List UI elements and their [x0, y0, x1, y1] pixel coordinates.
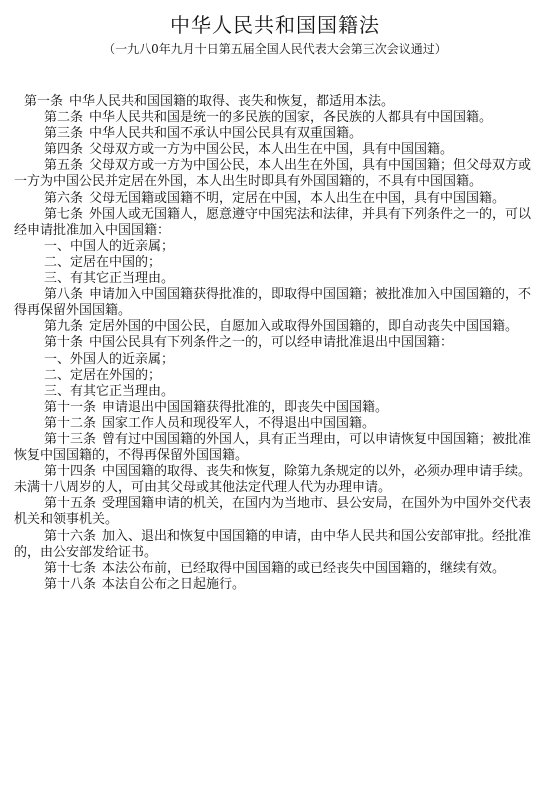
article-text: 父母双方或一方为中国公民，本人出生在中国，具有中国国籍。 — [89, 142, 454, 158]
article-text: 本法自公布之日起施行。 — [102, 576, 246, 592]
document-subtitle: （一九八0年九月十日第五届全国人民代表大会第三次会议通过） — [103, 42, 447, 56]
article-number: 第四条 — [44, 142, 84, 158]
article-text: 申请加入中国国籍获得批准的，即取得中国国籍；被批准加入中国国籍的，不得再保留外国国籍。 — [14, 287, 532, 319]
article-paragraph — [14, 496, 536, 528]
article-paragraph — [14, 577, 536, 593]
article-paragraph — [14, 432, 536, 464]
article-paragraph — [14, 126, 536, 142]
article-number: 第十条 — [44, 335, 84, 351]
article-number: 第五条 — [44, 158, 84, 174]
article-number: 第十七条 — [44, 560, 97, 576]
article-text: 本法公布前，已经取得中国国籍的或已经丧失中国国籍的，继续有效。 — [102, 560, 506, 576]
article-number: 第七条 — [44, 206, 84, 222]
article-paragraph — [14, 94, 536, 110]
article-text: 中华人民共和国不承认中国公民具有双重国籍。 — [89, 126, 363, 142]
article-number: 第八条 — [44, 287, 84, 303]
article-list-item: 一、中国人的近亲属； — [44, 238, 175, 254]
article-number: 第十六条 — [44, 528, 97, 544]
article-paragraph — [14, 110, 536, 126]
article-number: 第六条 — [44, 190, 84, 206]
article-number: 第十二条 — [44, 415, 97, 431]
article-list-item: 三、有其它正当理由。 — [44, 383, 175, 399]
article-paragraph — [14, 400, 536, 416]
document-body — [14, 94, 536, 593]
article-paragraph — [14, 158, 536, 190]
article-text: 申请退出中国国籍获得批准的，即丧失中国国籍。 — [102, 399, 389, 415]
article-paragraph — [14, 142, 536, 158]
document-title: 中华人民共和国国籍法 — [170, 13, 380, 37]
article-text: 父母无国籍或国籍不明，定居在中国，本人出生在中国，具有中国国籍。 — [89, 190, 506, 206]
article-text: 受理国籍申请的机关，在国内为当地市、县公安局，在国外为中国外交代表机关和领事机关。 — [14, 496, 532, 528]
article-list-item: 二、定居在外国的； — [44, 367, 162, 383]
article-paragraph — [14, 335, 536, 351]
article-number: 第十四条 — [44, 464, 97, 480]
article-list-item: 二、定居在中国的； — [44, 254, 162, 270]
article-text: 父母双方或一方为中国公民，本人出生在外国，具有中国国籍；但父母双方或一方为中国公民并定居在外国，本人出生时即具有外国国籍的，不具有中国国籍。 — [14, 158, 532, 190]
article-paragraph — [14, 191, 536, 207]
article-text: 国家工作人员和现役军人，不得退出中国国籍。 — [102, 415, 376, 431]
article-text: 中华人民共和国是统一的多民族的国家，各民族的人都具有中国国籍。 — [89, 110, 493, 126]
article-number: 第二条 — [44, 110, 84, 126]
article-paragraph — [14, 207, 536, 239]
article-paragraph — [14, 319, 536, 335]
article-text: 中国国籍的取得、丧失和恢复，除第九条规定的以外，必须办理申请手续。未满十八周岁的人，可由其父母或其他法定代理人代为办理申请。 — [14, 464, 532, 496]
article-paragraph — [14, 464, 536, 496]
article-text: 曾有过中国国籍的外国人，具有正当理由，可以申请恢复中国国籍；被批准恢复中国国籍的，不得再保留外国国籍。 — [14, 431, 532, 464]
article-number: 第十一条 — [44, 399, 97, 415]
article-text: 中华人民共和国国籍的取得、丧失和恢复，都适用本法。 — [69, 94, 395, 109]
article-number: 第九条 — [44, 319, 84, 335]
article-text: 定居外国的中国公民，自愿加入或取得外国国籍的，即自动丧失中国国籍。 — [89, 319, 519, 335]
article-paragraph — [14, 529, 536, 561]
article-paragraph — [14, 287, 536, 319]
article-number: 第三条 — [44, 126, 84, 142]
article-list-item: 一、外国人的近亲属； — [44, 351, 175, 367]
article-list-item: 三、有其它正当理由。 — [44, 271, 175, 287]
article-text: 加入、退出和恢复中国国籍的申请，由中华人民共和国公安部审批。经批准的，由公安部发给证书。 — [14, 528, 532, 560]
article-paragraph — [14, 561, 536, 577]
article-text: 中国公民具有下列条件之一的，可以经申请批准退出中国国籍： — [89, 335, 454, 351]
article-text: 外国人或无国籍人，愿意遵守中国宪法和法律，并具有下列条件之一的，可以经申请批准加入中国国籍： — [14, 206, 532, 238]
article-paragraph — [14, 416, 536, 432]
article-number: 第一条 — [24, 94, 64, 109]
article-number: 第十五条 — [44, 496, 97, 512]
article-number: 第十三条 — [44, 431, 97, 447]
article-number: 第十八条 — [44, 576, 97, 592]
